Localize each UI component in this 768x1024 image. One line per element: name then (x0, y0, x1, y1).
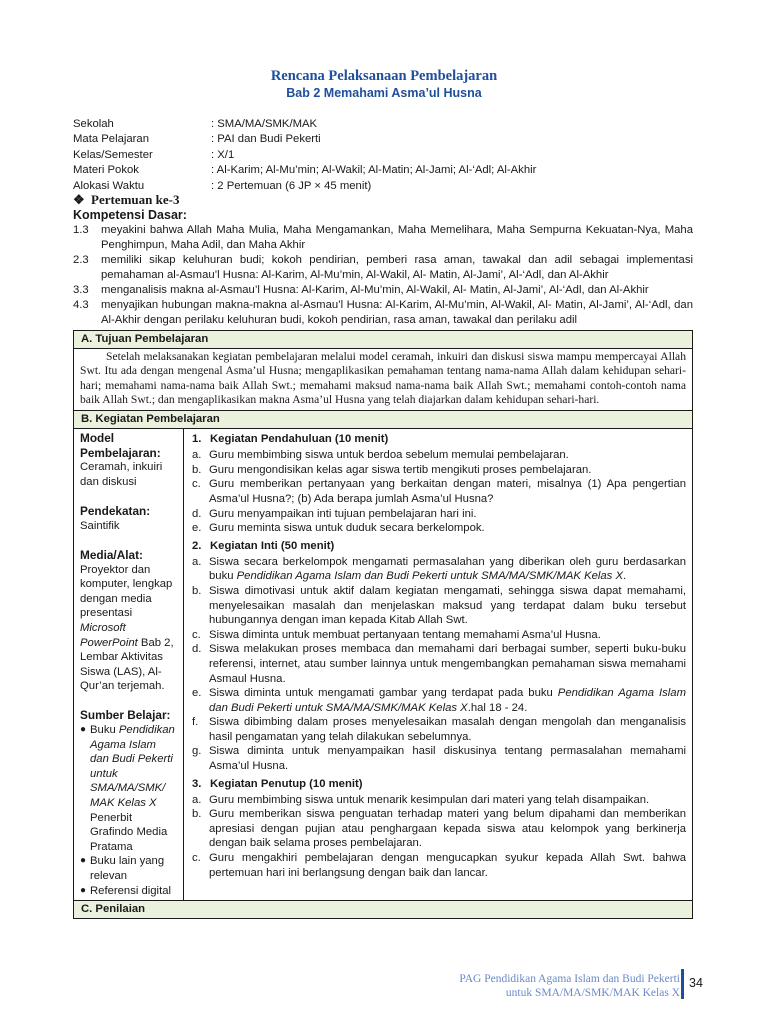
identity-row (73, 148, 703, 163)
list-item (73, 283, 693, 298)
page-footer (459, 972, 680, 1000)
model-value: Ceramah, inkuiri dan diskusi (80, 461, 163, 488)
pendahuluan-heading: 1. Kegiatan Pendahuluan (10 menit) (192, 433, 389, 446)
kd-number: 1.3 (73, 224, 89, 236)
list-item: d. Guru menyampaikan inti tujuan pembelajaran hari ini. (192, 507, 477, 520)
identity-label: Mata Pelajaran (73, 133, 149, 146)
kd-text: meyakini bahwa Allah Maha Mulia, Maha Mengamankan, Maha Memelihara, Maha Sempurna Kekuatan-Nya, Maha Penghimpun, Maha Adil, dan Maha Akhir (101, 224, 693, 251)
identity-value: : X/1 (211, 148, 235, 161)
section-a-heading: A. Tujuan Pembelajaran (74, 331, 692, 349)
footer-line: untuk SMA/MA/SMK/MAK Kelas X (505, 987, 680, 999)
identity-value: : Al-Karim; Al-Mu’min; Al-Wakil; Al-Matin; Al-Jami; Al-‘Adl; Al-Akhir (211, 164, 537, 177)
identity-label: Materi Pokok (73, 164, 139, 177)
kompetensi-heading: Kompetensi Dasar: (73, 208, 187, 222)
kd-number: 4.3 (73, 299, 89, 311)
list-item: f. Siswa dibimbing dalam proses menyelesaikan masalah dengan mengolah dan menganalisis hasil pengamatan yang telah dilakukan sebelumnya. (192, 716, 686, 743)
list-item: a. Guru membimbing siswa untuk menarik kesimpulan dari materi yang telah disampaikan. (192, 793, 650, 806)
list-item (73, 298, 693, 328)
identity-label: Kelas/Semester (73, 148, 153, 161)
bullet-icon: ● (80, 884, 87, 896)
identity-row (73, 117, 703, 132)
method-column (74, 429, 184, 900)
identity-table (73, 117, 703, 194)
list-item: ● Referensi digital (80, 884, 172, 897)
activities-column (184, 429, 692, 900)
bullet-icon: ● (80, 855, 87, 867)
footer-line: PAG Pendidikan Agama Islam dan Budi Pekerti (459, 973, 680, 985)
kd-number: 3.3 (73, 284, 89, 296)
list-item: c. Siswa diminta untuk membuat pertanyaan tentang memahami Asma’ul Husna. (192, 628, 601, 641)
list-item: b. Guru memberikan siswa penguatan terhadap materi yang belum dipahami dan memberikan apresiasi dengan pujian atau penghargaan kepada siswa atau kelompok yang berkinerja dengan baik selama proses pembelajaran. (192, 808, 686, 850)
bullet-icon: ● (80, 724, 87, 736)
activity-split (74, 429, 692, 901)
kd-text: menyajikan hubungan makna-makna al-Asmau’l Husna: Al-Karim, Al-Mu’min, Al-Wakil, Al- Matin, Al-Jami’, Al-‘Adl, dan Al-Akhir dengan perilaku keluhuran budi, kokoh pendirian, rasa aman, tawakal dan perilaku adil (101, 299, 693, 326)
section-b-heading: B. Kegiatan Pembelajaran (74, 410, 692, 429)
identity-value: : 2 Pertemuan (6 JP × 45 menit) (211, 179, 372, 192)
list-item: c. Guru mengakhiri pembelajaran dengan mengucapkan syukur kepada Allah Swt. bahwa pertemuan hari ini berlangsung dengan baik dan lancar. (192, 852, 686, 879)
page-subtitle: Bab 2 Memahami Asma’ul Husna (286, 86, 482, 100)
sumber-label: Sumber Belajar: (80, 708, 171, 723)
list-item: ● Buku Pendidikan Agama Islam dan Budi Pekerti untuk SMA/MA/SMK/ MAK Kelas X Penerbit Grafindo Media Pratama (80, 724, 175, 853)
list-item: c. Guru memberikan pertanyaan yang berkaitan dengan materi, misalnya (1) Apa pengertian Asma’ul Husna?; (b) Ada berapa jumlah Asma’ul Husna? (192, 478, 686, 505)
footer-divider (681, 969, 684, 999)
model-label: Model Pembelajaran: (80, 431, 161, 460)
meeting-heading (73, 192, 179, 208)
list-item: ● Buku lain yang relevan (80, 855, 165, 882)
list-item: b. Siswa dimotivasi untuk aktif dalam kegiatan mengamati, sehingga siswa dapat memahami, menyelesaikan masalah dan menjelaskan maksud yang terdapat dalam buku tersebut hubungannya dengan iman kepada Kitab Allah Swt. (192, 584, 686, 627)
list-item: d. Siswa melakukan proses membaca dan memahami dari berbagai sumber, seperti buku-buku referensi, internet, atau sumber lainnya untuk mengembangkan pemahaman siswa memahami Asmaul Husna. (192, 643, 686, 685)
identity-label: Sekolah (73, 118, 114, 130)
penutup-heading: 3. Kegiatan Penutup (10 menit) (192, 777, 363, 790)
list-item: b. Guru mengondisikan kelas agar siswa tertib mengikuti proses pembelajaran. (192, 463, 592, 476)
list-item: a. Guru membimbing siswa untuk berdoa sebelum memulai pembelajaran. (192, 449, 569, 462)
identity-row (73, 163, 703, 178)
inti-heading: 2. Kegiatan Inti (50 menit) (192, 539, 335, 552)
identity-value: : SMA/MA/SMK/MAK (211, 118, 318, 130)
pendekatan-label: Pendekatan: (80, 504, 151, 519)
pendekatan-value: Saintifik (80, 519, 120, 532)
diamond-bullet-icon: ❖ (73, 192, 85, 207)
list-item: e. Siswa diminta untuk mengamati gambar yang terdapat pada buku Pendidikan Agama Islam dan Budi Pekerti untuk SMA/MA/SMK/MAK Kelas X.hal 18 - 24. (192, 687, 687, 714)
media-label: Media/Alat: (80, 547, 143, 562)
meeting-label: Pertemuan ke-3 (91, 192, 180, 207)
list-item: e. Guru meminta siswa untuk duduk secara berkelompok. (192, 522, 485, 535)
list-item: g. Siswa diminta untuk menyampaikan hasil diskusinya tentang permasalahan memahami Asma’ul Husna. (192, 745, 686, 773)
section-c-heading: C. Penilaian (74, 901, 692, 918)
list-item (73, 253, 693, 283)
kd-text: memiliki sikap keluhuran budi; kokoh pendirian, pemberi rasa aman, tawakal dan adil sebagai implementasi pemahaman al-Asmau’l Husna: Al-Karim, Al-Mu’min, Al-Wakil, Al- Matin, Al-Jami’, Al-‘Adl, dan Al-Akhir (101, 254, 693, 281)
lesson-plan-table (73, 330, 693, 919)
identity-value: : PAI dan Budi Pekerti (211, 133, 321, 146)
media-value: Proyektor dan komputer, lengkap dengan media presentasi Microsoft PowerPoint Bab 2, Lembar Aktivitas Siswa (LAS), Al-Qur’an terjemah. (80, 563, 174, 693)
tujuan-text: Setelah melaksanakan kegiatan pembelajaran melalui model ceramah, inkuiri dan diskusi siswa mampu mempercayai Allah Swt. Itu ada dengan mengenal Asma’ul Husna; mengaplikasikan pemahaman tentang nama-nama Allah dalam kehidupan sehari-hari; memahami nama-nama baik Allah Swt.; memahami maksud nama-nama baik Allah Swt.; memahami contoh-contoh nama baik Allah Swt.; dan mengaplikasikan makna Asma’ul Husna yang telah diajarkan dalam kehidupan sehari-hari. (80, 350, 686, 406)
list-item (73, 223, 693, 253)
kd-number: 2.3 (73, 254, 89, 266)
identity-label: Alokasi Waktu (73, 179, 145, 192)
page-number: 34 (689, 976, 703, 990)
list-item: a. Siswa secara berkelompok mengamati permasalahan yang diberikan oleh guru berdasarkan buku Pendidikan Agama Islam dan Budi Pekerti untuk SMA/MA/SMK/MAK Kelas X. (192, 555, 686, 583)
kompetensi-list (73, 223, 693, 328)
kd-text: menganalisis makna al-Asmau’l Husna: Al-Karim, Al-Mu’min, Al-Wakil, Al- Matin, Al-Jami’, Al-‘Adl, dan Al-Akhir (101, 284, 649, 296)
identity-row (73, 132, 703, 147)
page-title: Rencana Pelaksanaan Pembelajaran (270, 68, 498, 84)
